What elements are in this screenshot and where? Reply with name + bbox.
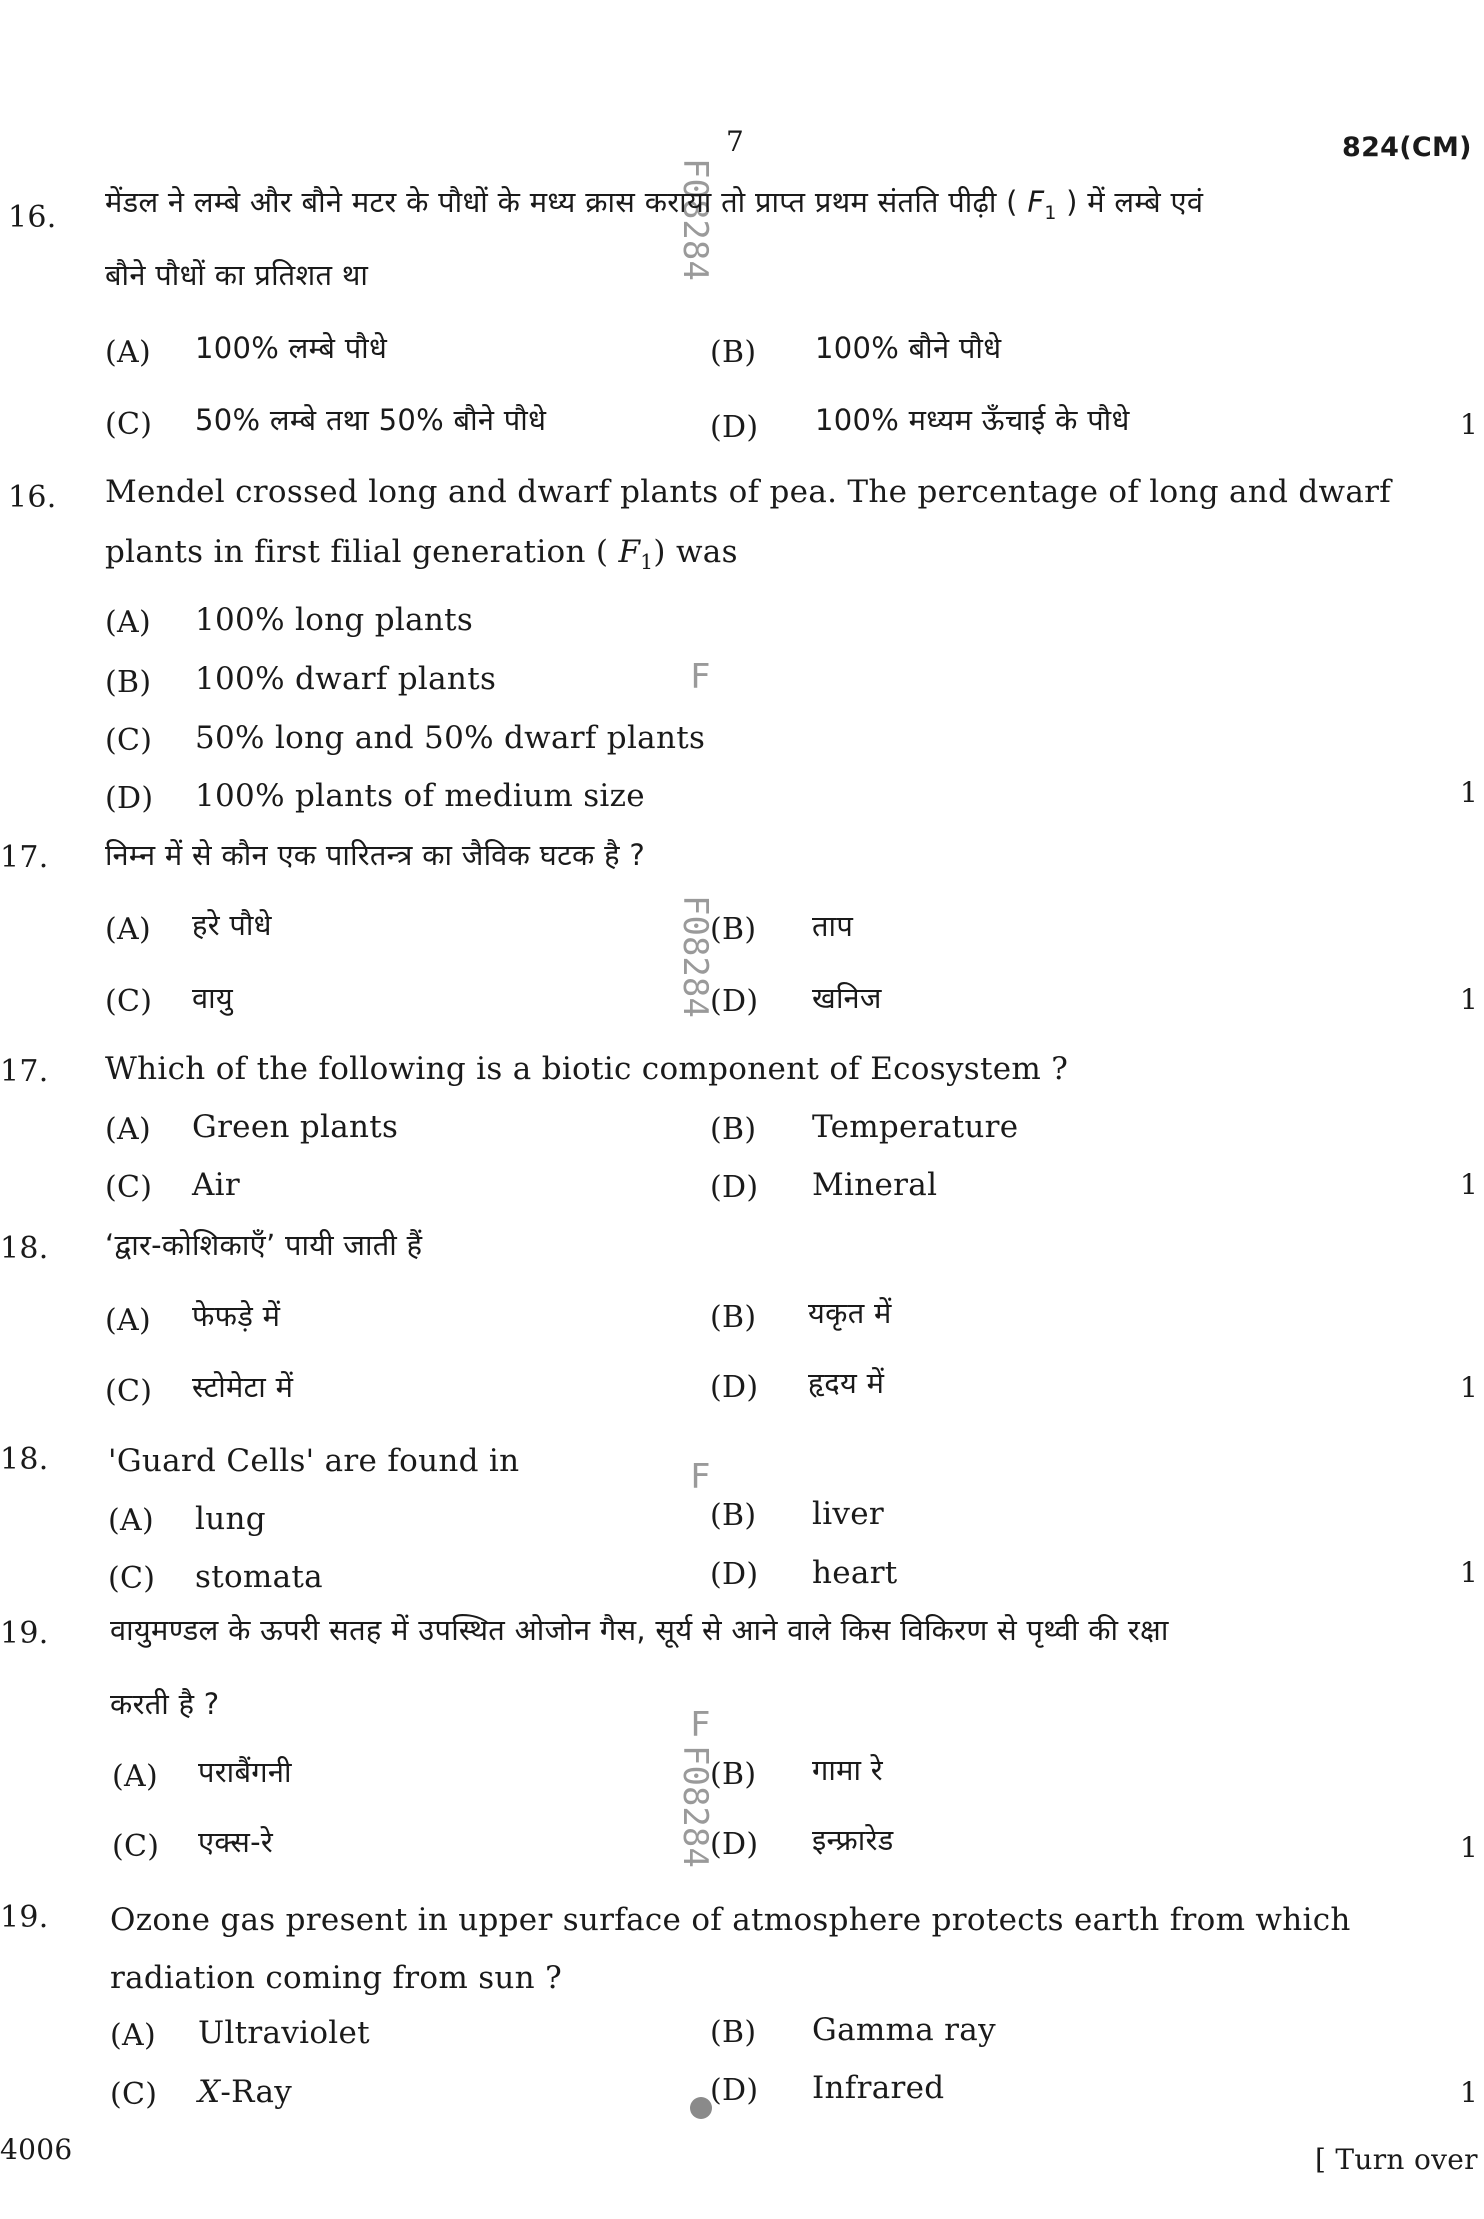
question-number: 17.	[0, 840, 49, 875]
option-label: (A)	[105, 1112, 151, 1147]
question-number: 17.	[0, 1054, 49, 1089]
option-label: (A)	[105, 912, 151, 947]
question-number: 18.	[0, 1442, 49, 1477]
option-text: गामा रे	[812, 1753, 883, 1787]
option-label: (D)	[710, 2073, 759, 2108]
option-text: lung	[195, 1501, 266, 1537]
watermark-letter: F	[690, 1705, 711, 1745]
option-label: (D)	[710, 1370, 759, 1405]
option-text: Air	[192, 1167, 241, 1203]
question-text: radiation coming from sun ?	[110, 1960, 563, 1996]
watermark-code: F08284	[675, 895, 715, 1018]
option-text: वायु	[192, 981, 234, 1015]
option-label: (B)	[710, 2015, 757, 2050]
option-text: Ultraviolet	[198, 2015, 370, 2051]
option-label: (B)	[710, 1300, 757, 1335]
question-number: 19.	[0, 1616, 49, 1651]
option-text: Gamma ray	[812, 2012, 996, 2048]
watermark-letter: F	[690, 1457, 711, 1497]
option-label: (A)	[108, 1503, 154, 1538]
question-number: 16.	[8, 480, 57, 515]
option-label: (D)	[710, 1827, 759, 1862]
option-label: (C)	[108, 1561, 156, 1596]
option-text: 100% लम्बे पौधे	[195, 331, 388, 365]
question-text: Which of the following is a biotic component of Ecosystem ?	[105, 1051, 1069, 1087]
option-label: (D)	[105, 781, 154, 816]
marks: 1	[1460, 2076, 1479, 2109]
option-label: (C)	[105, 407, 153, 442]
footer-code: 4006	[0, 2133, 73, 2166]
marks: 1	[1460, 983, 1479, 1016]
option-label: (D)	[710, 984, 759, 1019]
option-text: ताप	[812, 909, 854, 943]
option-label: (B)	[710, 1112, 757, 1147]
option-label: (D)	[710, 1170, 759, 1205]
paper-code: 824(CM)	[1342, 132, 1472, 163]
option-label: (A)	[110, 2018, 156, 2053]
option-text: 100% plants of medium size	[195, 778, 645, 814]
option-text: Infrared	[812, 2070, 945, 2106]
marks: 1	[1460, 1556, 1479, 1589]
option-label: (C)	[105, 1374, 153, 1409]
option-text: हृदय में	[808, 1366, 885, 1400]
option-text: फेफड़े में	[192, 1299, 281, 1333]
option-label: (A)	[112, 1759, 158, 1794]
option-label: (D)	[710, 1557, 759, 1592]
option-label: (C)	[105, 984, 153, 1019]
question-text: Mendel crossed long and dwarf plants of pea. The percentage of long and dwarf	[105, 474, 1392, 510]
question-text: ‘द्वार-कोशिकाएँ’ पायी जाती हैं	[105, 1228, 423, 1262]
option-text: Mineral	[812, 1167, 938, 1203]
question-text: मेंडल ने लम्बे और बौने मटर के पौधों के मध्य क्रास कराया तो प्राप्त प्रथम संतति पीढ़ी ( $F_1$ ) में लम्बे एवं	[105, 185, 1204, 224]
option-text: स्टोमेटा में	[192, 1370, 294, 1404]
option-text: 100% dwarf plants	[195, 661, 497, 697]
marks: 1	[1460, 1371, 1479, 1404]
question-number: 16.	[8, 200, 57, 235]
option-text: यकृत में	[808, 1296, 892, 1330]
question-number: 19.	[0, 1900, 49, 1935]
option-text: हरे पौधे	[192, 908, 272, 942]
option-text: heart	[812, 1555, 898, 1591]
option-text: 100% बौने पौधे	[815, 331, 1002, 365]
marks: 1	[1460, 776, 1479, 809]
option-text: एक्स-रे	[198, 1825, 274, 1859]
option-text: 100% मध्यम ऊँचाई के पौधे	[815, 403, 1130, 437]
question-text: करती है ?	[110, 1687, 220, 1721]
option-text: खनिज	[812, 981, 882, 1015]
option-text: Temperature	[812, 1109, 1019, 1145]
option-text: X-Ray	[198, 2074, 293, 2110]
question-text: Ozone gas present in upper surface of atmosphere protects earth from which	[110, 1902, 1351, 1938]
option-label: (C)	[110, 2077, 158, 2112]
question-text: बौने पौधों का प्रतिशत था	[105, 258, 369, 292]
question-text: निम्न में से कौन एक पारितन्त्र का जैविक घटक है ?	[105, 838, 646, 872]
option-text: 50% long and 50% dwarf plants	[195, 720, 706, 756]
option-text: Green plants	[192, 1109, 399, 1145]
option-label: (B)	[105, 665, 152, 700]
option-text: liver	[812, 1496, 885, 1532]
question-text: plants in first filial generation ( $F_1$) was	[105, 534, 738, 575]
ink-spot	[690, 2097, 712, 2119]
option-text: 50% लम्बे तथा 50% बौने पौधे	[195, 403, 547, 437]
option-text: इन्फ्रारेड	[812, 1823, 894, 1857]
option-label: (A)	[105, 605, 151, 640]
watermark-letter: F	[690, 657, 711, 697]
marks: 1	[1460, 1168, 1479, 1201]
watermark-code: F08284	[675, 158, 715, 281]
turn-over: [ Turn over	[1315, 2143, 1478, 2176]
option-text: stomata	[195, 1559, 323, 1595]
watermark-code: F08284	[675, 1745, 715, 1868]
marks: 1	[1460, 408, 1479, 441]
marks: 1	[1460, 1831, 1479, 1864]
option-label: (B)	[710, 1498, 757, 1533]
option-label: (C)	[105, 1170, 153, 1205]
option-label: (B)	[710, 1757, 757, 1792]
option-text: पराबैंगनी	[198, 1755, 292, 1789]
option-label: (B)	[710, 335, 757, 370]
option-text: 100% long plants	[195, 602, 474, 638]
page-number: 7	[726, 125, 745, 158]
option-label: (C)	[112, 1829, 160, 1864]
option-label: (D)	[710, 410, 759, 445]
option-label: (A)	[105, 1303, 151, 1338]
question-text: वायुमण्डल के ऊपरी सतह में उपस्थित ओजोन गैस, सूर्य से आने वाले किस विकिरण से पृथ्वी की रक्षा	[110, 1613, 1169, 1647]
option-label: (A)	[105, 335, 151, 370]
question-text: 'Guard Cells' are found in	[108, 1443, 520, 1479]
option-label: (B)	[710, 912, 757, 947]
option-label: (C)	[105, 723, 153, 758]
question-number: 18.	[0, 1231, 49, 1266]
